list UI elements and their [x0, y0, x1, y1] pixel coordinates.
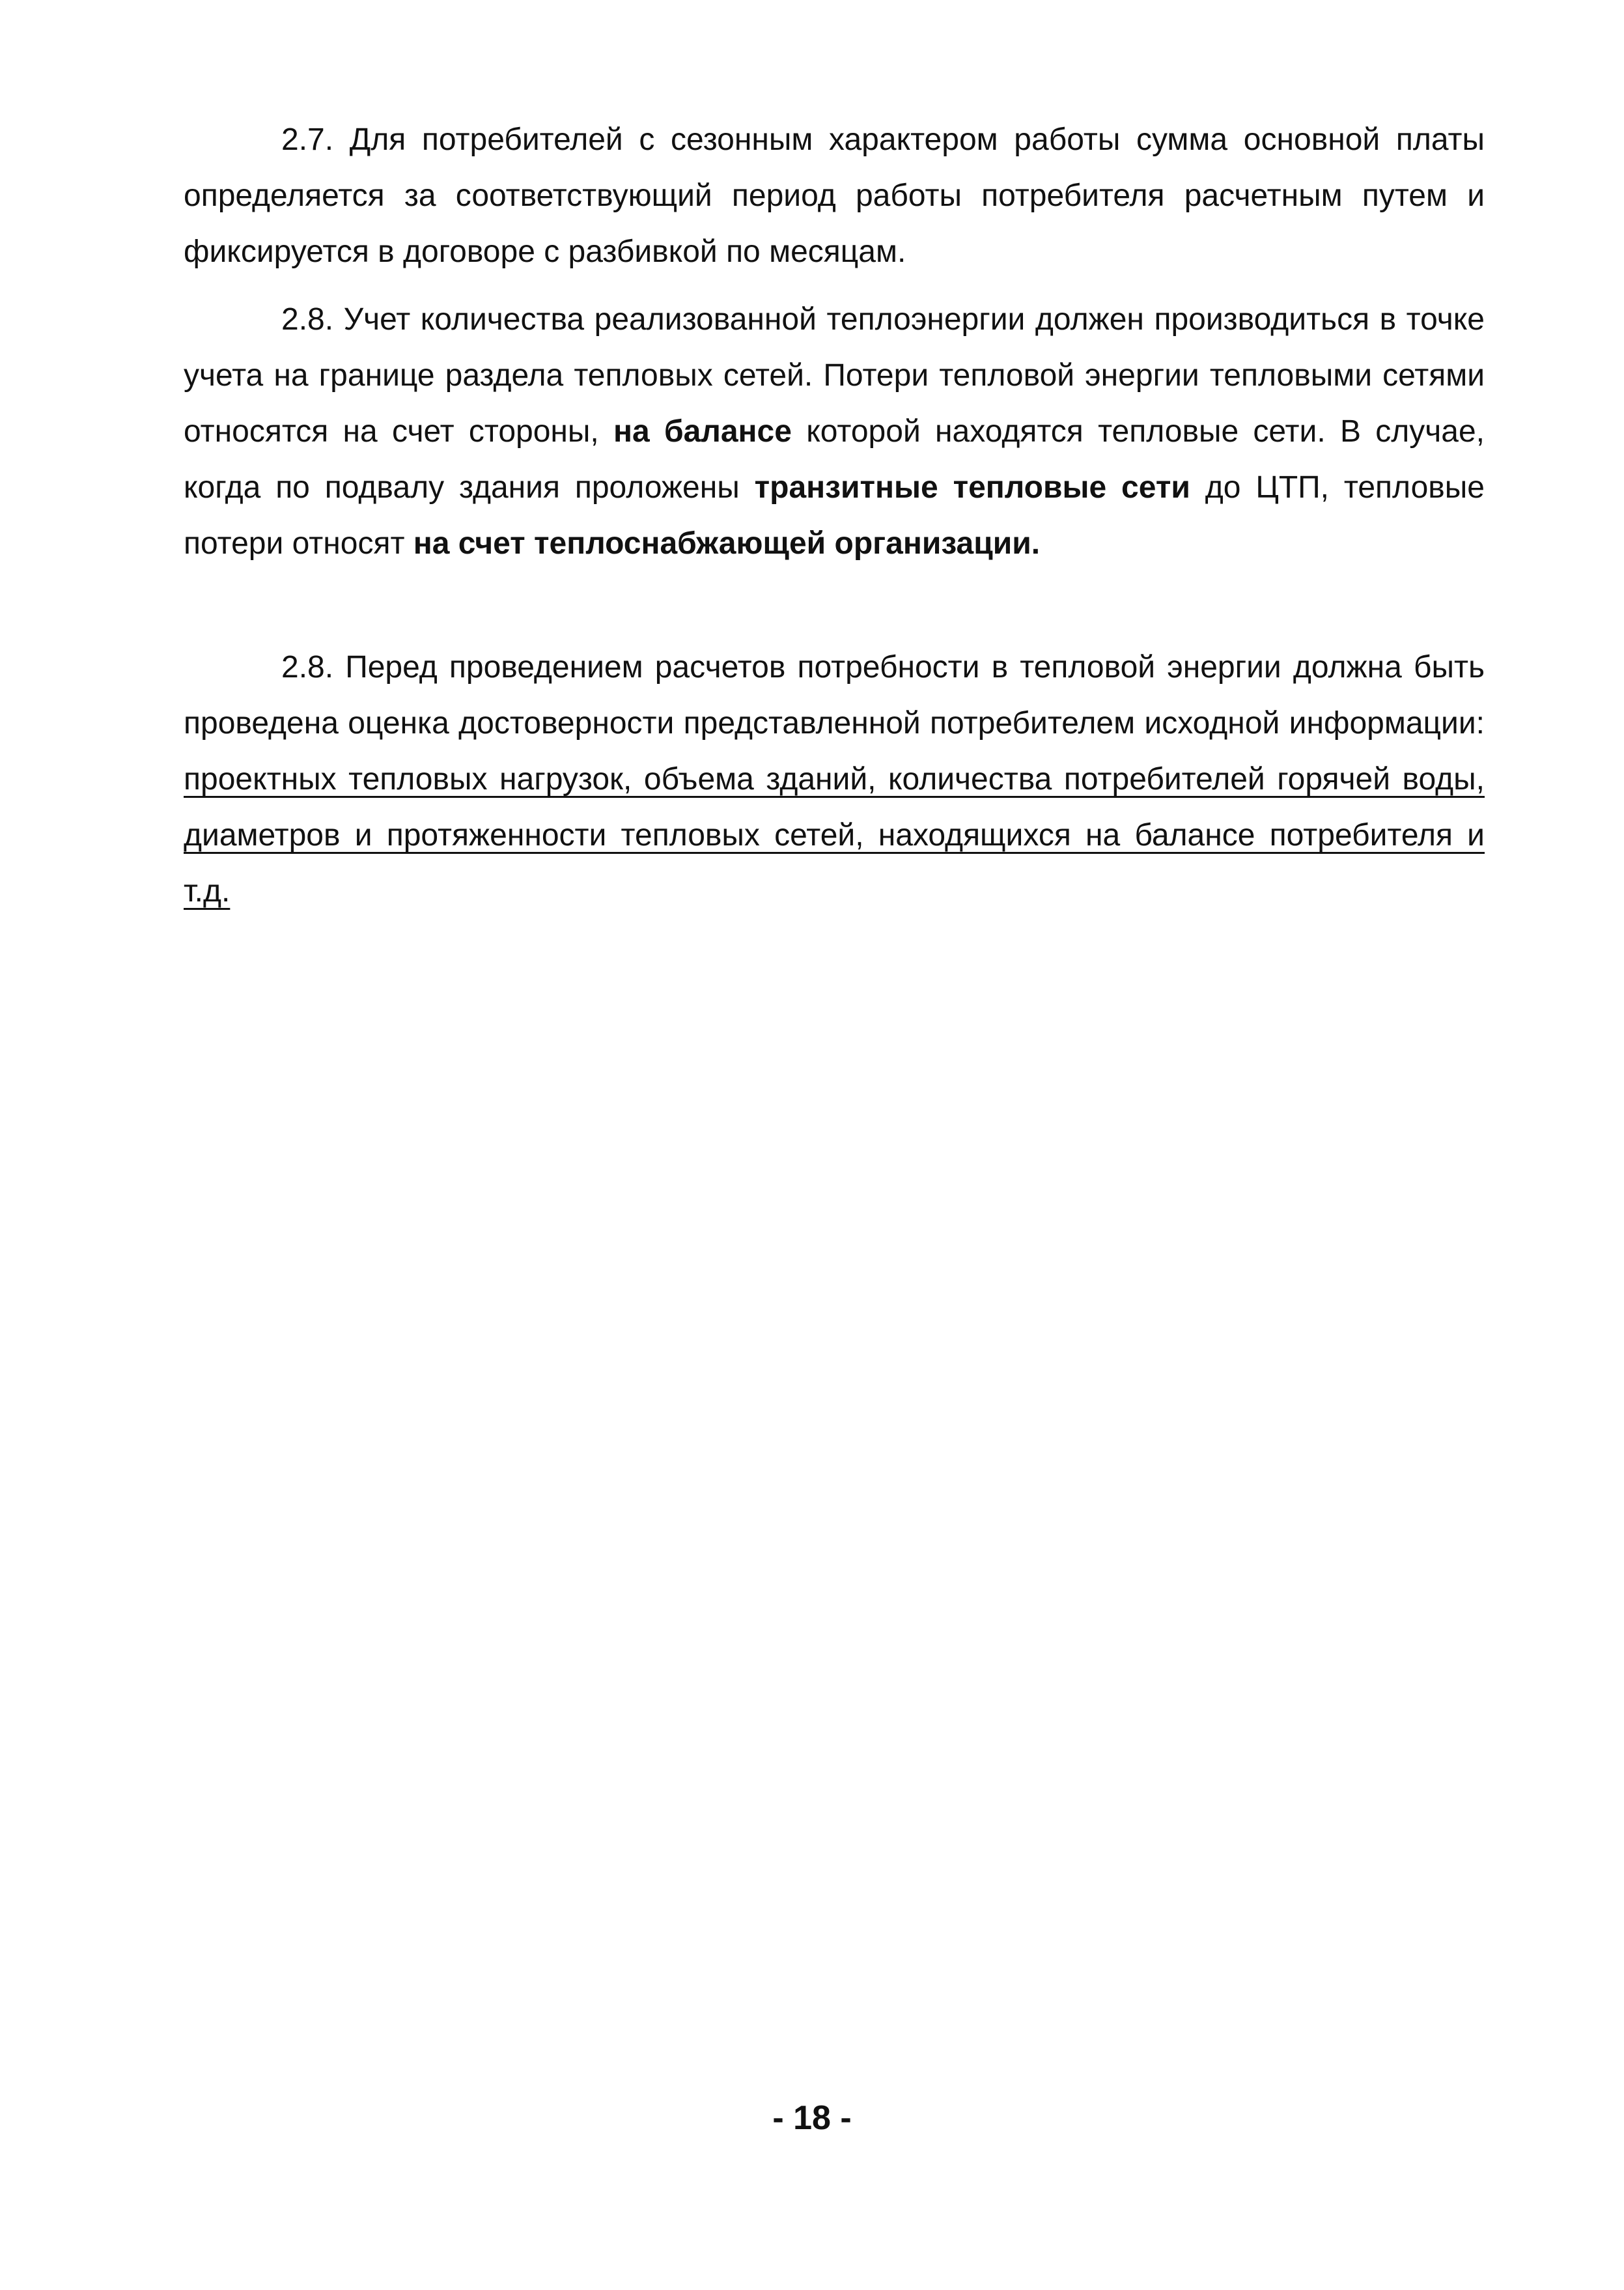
paragraph-text: которой находятся тепловые сети. В случае, когда по подвалу здания проложены — [184, 414, 1485, 505]
paragraph-2-8-data-validation — [184, 640, 1485, 920]
paragraph-text: до ЦТП, тепловые потери относят — [184, 470, 1485, 561]
paragraph-text: 2.8. Перед проведением расчетов потребности в тепловой энергии должна быть проведена оценка достоверности представленной потребителем исходной информации: — [184, 650, 1485, 741]
paragraph-2-8-heat-accounting — [184, 292, 1485, 572]
paragraph-text: 2.8. Учет количества реализованной теплоэнергии должен производиться в точке учета на границе раздела тепловых сетей. Потери тепловой энергии тепловыми сетями относятся на счет стороны, — [184, 302, 1485, 449]
bold-phrase-heat-supply-org: на счет теплоснабжающей организации. — [413, 526, 1041, 561]
paragraph-text: 2.7. Для потребителей с сезонным характером работы сумма основной платы определяется за соответствующий период работы потребителя расчетным путем и фиксируется в договоре с разбивкой по месяцам. — [184, 122, 1485, 269]
bold-phrase-on-balance: на балансе — [613, 414, 792, 449]
paragraph-2-7 — [184, 112, 1485, 280]
page-number: - 18 - — [772, 2099, 852, 2137]
bold-phrase-transit-networks: транзитные тепловые сети — [754, 470, 1190, 505]
underlined-info-list: проектных тепловых нагрузок, объема зданий, количества потребителей горячей воды, диаметров и протяженности тепловых сетей, находящихся на балансе потребителя и т.д. — [184, 762, 1485, 909]
